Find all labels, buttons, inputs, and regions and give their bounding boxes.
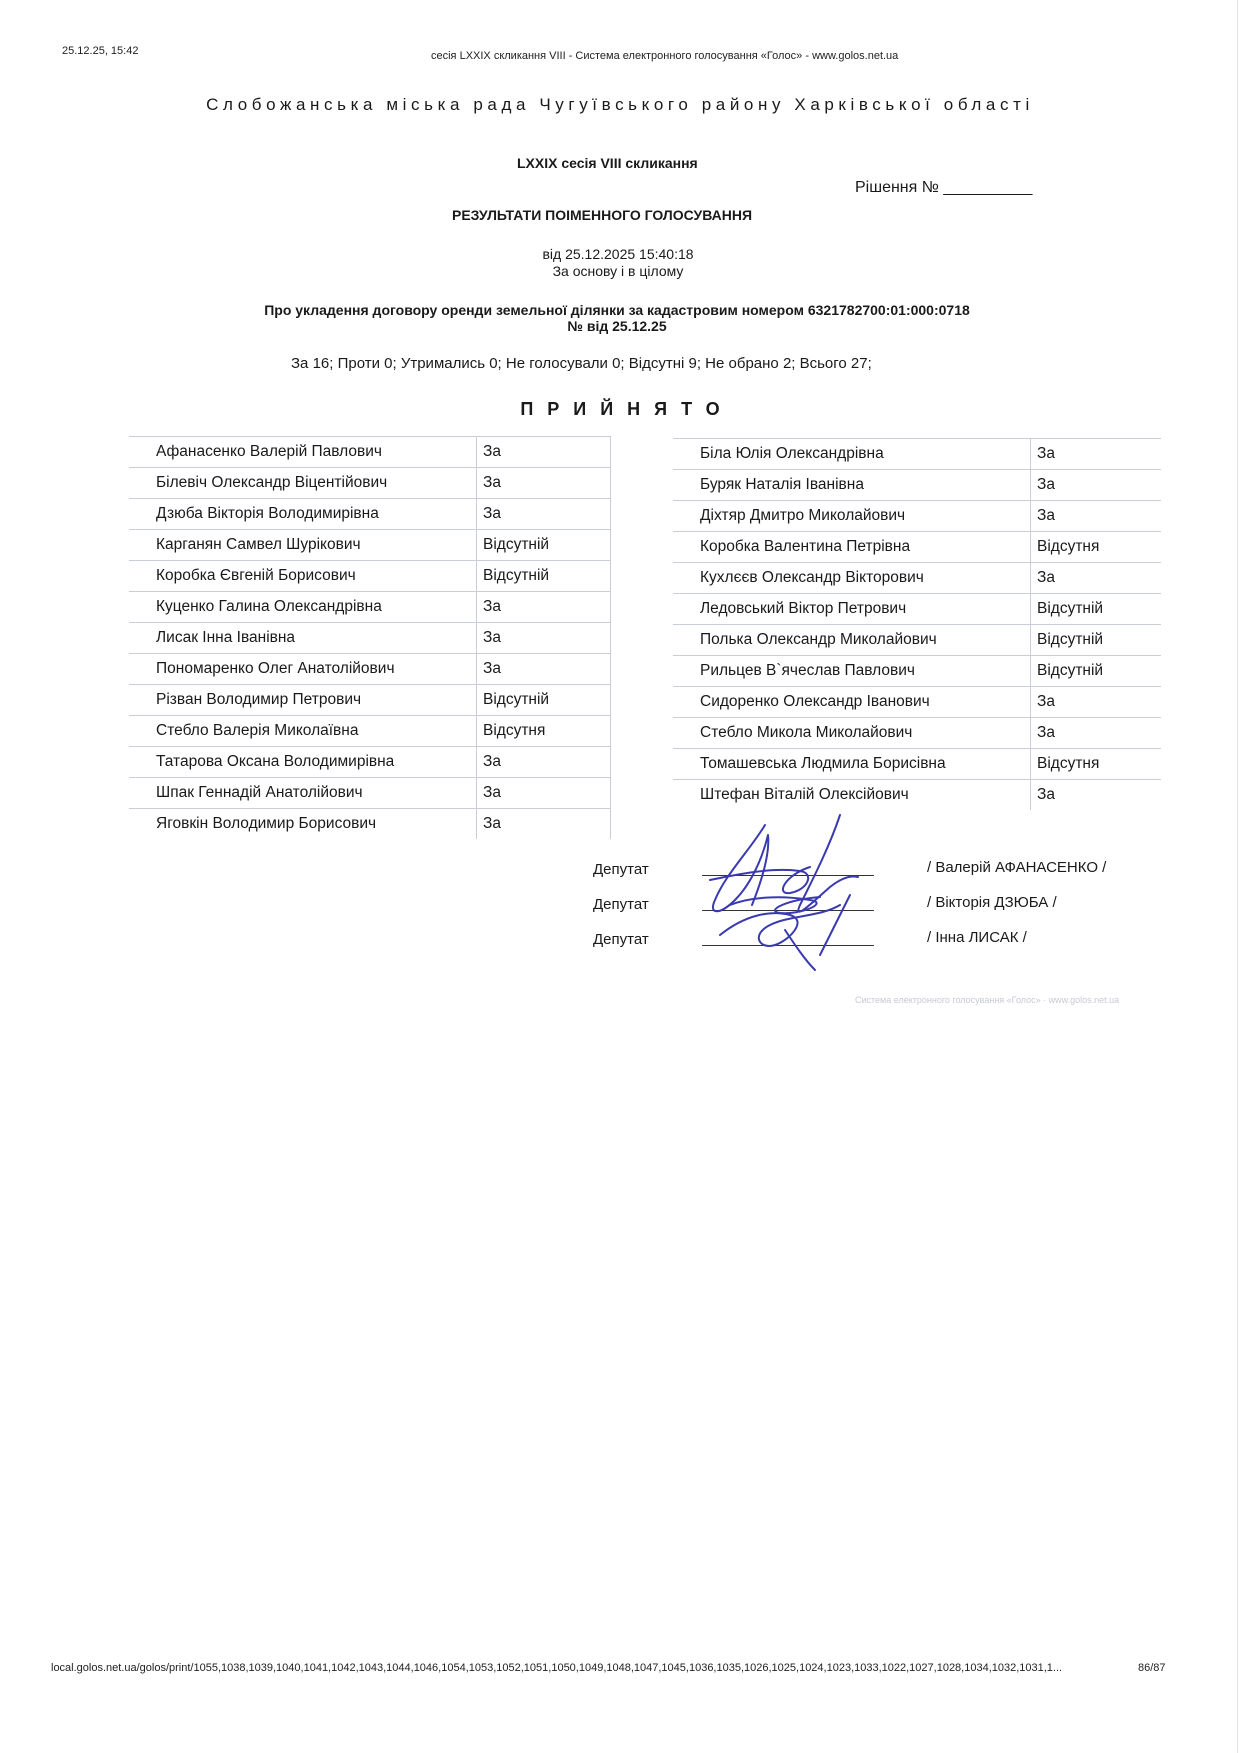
deputy-name: Лисак Інна Іванівна [129,623,477,654]
deputy-name: Пономаренко Олег Анатолійович [129,654,477,685]
deputy-vote: Відсутня [1031,532,1162,563]
signature-role-3: Депутат [593,931,649,948]
deputy-name: Штефан Віталій Олексійович [673,780,1031,811]
deputy-vote: За [477,499,611,530]
table-row [673,749,1161,780]
deputy-name: Татарова Оксана Володимирівна [129,747,477,778]
deputy-vote: За [1031,687,1162,718]
deputy-vote: За [1031,501,1162,532]
vote-summary: За 16; Проти 0; Утримались 0; Не голосували 0; Відсутні 9; Не обрано 2; Всього 27; [291,355,872,372]
deputy-vote: За [477,623,611,654]
document-title: РЕЗУЛЬТАТИ ПОІМЕННОГО ГОЛОСУВАННЯ [452,207,753,223]
table-row [673,656,1161,687]
vote-basis: За основу і в цілому [552,263,684,279]
signature-name-1: / Валерій АФАНАСЕНКО / [927,859,1107,876]
table-row [673,439,1161,470]
deputy-vote: За [477,654,611,685]
council-name: Слобожанська міська рада Чугуївського району Харківської області [206,95,1034,114]
page-edge [1237,0,1238,1753]
deputy-name: Стебло Валерія Миколаївна [129,716,477,747]
table-row [129,716,611,747]
footer-page-number: 86/87 [1138,1662,1166,1674]
deputy-name: Буряк Наталія Іванівна [673,470,1031,501]
deputy-vote: Відсутня [1031,749,1162,780]
deputy-vote: Відсутній [477,530,611,561]
deputy-name: Полька Олександр Миколайович [673,625,1031,656]
table-row [129,592,611,623]
signature-name-3: / Інна ЛИСАК / [927,929,1027,946]
deputy-vote: За [1031,718,1162,749]
table-row [129,654,611,685]
table-row [129,561,611,592]
deputy-vote: За [477,809,611,840]
table-row [129,499,611,530]
table-row [673,470,1161,501]
system-watermark: Система електронного голосування «Голос» · www.golos.net.ua [855,995,1120,1005]
signature-role-2: Депутат [593,896,649,913]
deputy-name: Сидоренко Олександр Іванович [673,687,1031,718]
deputy-name: Ледовський Віктор Петрович [673,594,1031,625]
table-row [129,437,611,468]
deputy-name: Діхтяр Дмитро Миколайович [673,501,1031,532]
deputy-name: Рильцев В`ячеслав Павлович [673,656,1031,687]
deputy-name: Куценко Галина Олександрівна [129,592,477,623]
deputy-name: Стебло Микола Миколайович [673,718,1031,749]
table-row [129,530,611,561]
deputy-name: Біла Юлія Олександрівна [673,439,1031,470]
deputy-vote: Відсутній [1031,656,1162,687]
deputy-vote: За [477,437,611,468]
table-row [129,809,611,840]
deputy-name: Яговкін Володимир Борисович [129,809,477,840]
deputy-name: Томашевська Людмила Борисівна [673,749,1031,780]
print-page-title: сесія LXXIX скликання VIII - Система електронного голосування «Голос» - www.golos.net.ua [431,50,899,62]
table-row [673,625,1161,656]
deputy-name: Шпак Геннадій Анатолійович [129,778,477,809]
table-row [673,501,1161,532]
left-vote-table [129,436,611,839]
table-row [673,532,1161,563]
subject-line-2: № від 25.12.25 [567,318,667,334]
deputy-name: Коробка Євгеній Борисович [129,561,477,592]
deputy-vote: Відсутня [477,716,611,747]
deputy-vote: За [477,468,611,499]
deputy-name: Різван Володимир Петрович [129,685,477,716]
table-row [673,687,1161,718]
deputy-name: Білевіч Олександр Віцентійович [129,468,477,499]
deputy-vote: За [477,747,611,778]
vote-date: від 25.12.2025 15:40:18 [542,246,694,262]
vote-result: ПРИЙНЯТО [520,399,734,419]
table-row [129,778,611,809]
right-vote-table [673,438,1161,810]
deputy-vote: За [1031,470,1162,501]
deputy-vote: За [1031,439,1162,470]
signature-role-1: Депутат [593,861,649,878]
deputy-vote: Відсутній [477,685,611,716]
table-row [673,718,1161,749]
deputy-vote: Відсутній [477,561,611,592]
table-row [129,623,611,654]
deputy-vote: За [477,778,611,809]
deputy-vote: За [477,592,611,623]
footer-url: local.golos.net.ua/golos/print/1055,1038,1039,1040,1041,1042,1043,1044,1046,1054,1053,1052,1051,1050,1049,1048,1047,1045,1036,1035,1026,1025,1024,1023,1033,1022,1027,1028,1034,1032,1031,1... [51,1662,1063,1674]
subject-line-1: Про укладення договору оренди земельної ділянки за кадастровим номером 6321782700:01:000:0718 [264,302,970,318]
table-row [129,747,611,778]
session-title: LXXIX сесія VIII скликання [517,155,698,171]
deputy-name: Дзюба Вікторія Володимирівна [129,499,477,530]
table-row [673,563,1161,594]
signature-name-2: / Вікторія ДЗЮБА / [927,894,1057,911]
deputy-name: Коробка Валентина Петрівна [673,532,1031,563]
table-row [673,594,1161,625]
deputy-vote: За [1031,563,1162,594]
table-row [129,468,611,499]
decision-number: Рішення № __________ [855,179,1033,196]
deputy-name: Карганян Самвел Шурікович [129,530,477,561]
deputy-vote: Відсутній [1031,625,1162,656]
print-datetime: 25.12.25, 15:42 [62,45,139,57]
deputy-name: Кухлєєв Олександр Вікторович [673,563,1031,594]
deputy-name: Афанасенко Валерій Павлович [129,437,477,468]
deputy-vote: Відсутній [1031,594,1162,625]
handwritten-signature-icon [690,805,890,975]
table-row [129,685,611,716]
deputy-vote: За [1037,786,1055,803]
